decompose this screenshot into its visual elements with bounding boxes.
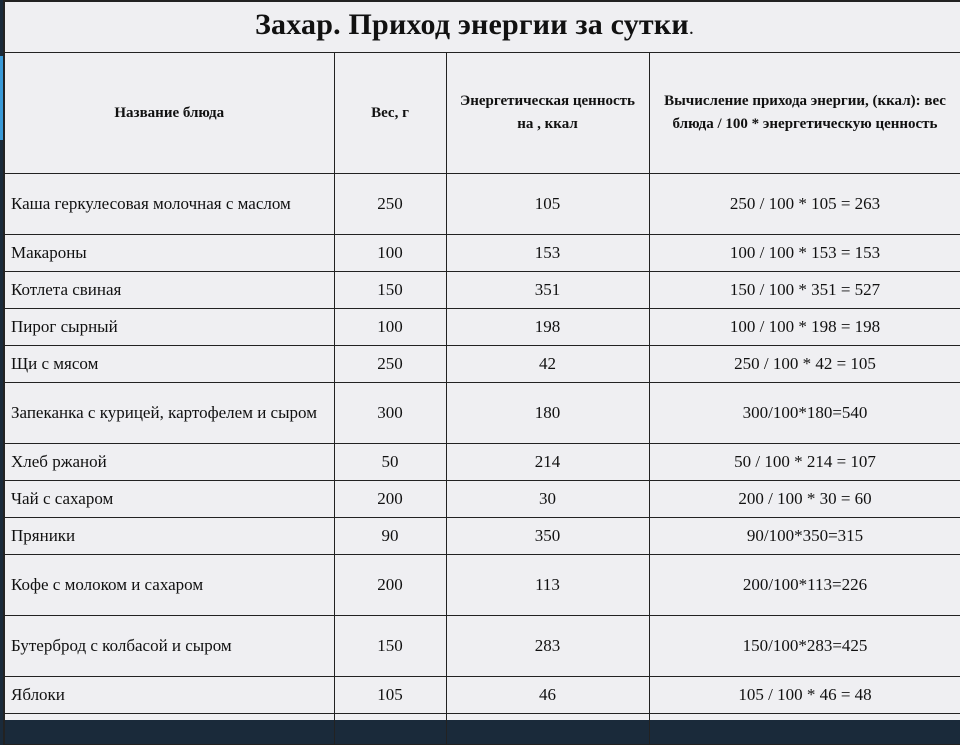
cell-name: Чай с сахаром [4, 481, 334, 518]
cell-name: Котлета свиная [4, 272, 334, 309]
cell-calc: 200/100*113=226 [649, 555, 960, 616]
cell-calc: 250 / 100 * 42 = 105 [649, 346, 960, 383]
cell-calc: 50 / 100 * 214 = 107 [649, 444, 960, 481]
cell-weight: 150 [334, 616, 446, 677]
cell-calc: 150/100*283=425 [649, 616, 960, 677]
cell-energy: 350 [446, 518, 649, 555]
table-row [4, 235, 960, 272]
cell-energy: 351 [446, 272, 649, 309]
table-row [4, 444, 960, 481]
cell-weight: 105 [334, 677, 446, 714]
cell-name: Хлеб ржаной [4, 444, 334, 481]
table-row [4, 272, 960, 309]
cell-energy: 105 [446, 174, 649, 235]
cell-weight: 150 [334, 272, 446, 309]
cell-name: Запеканка с курицей, картофелем и сыром [4, 383, 334, 444]
cell-energy: 214 [446, 444, 649, 481]
cell-energy: 198 [446, 309, 649, 346]
cell-weight: 250 [334, 174, 446, 235]
cell-weight: 50 [334, 444, 446, 481]
table-row [4, 174, 960, 235]
cell-calc: 105 / 100 * 46 = 48 [649, 677, 960, 714]
header-weight: Вес, г [334, 53, 446, 174]
energy-table [3, 0, 960, 745]
table-row [4, 346, 960, 383]
empty-row [4, 714, 960, 745]
cell-energy: 180 [446, 383, 649, 444]
table-row [4, 555, 960, 616]
cell-energy: 283 [446, 616, 649, 677]
cell-calc: 150 / 100 * 351 = 527 [649, 272, 960, 309]
cell-name: Яблоки [4, 677, 334, 714]
document-sheet [3, 0, 960, 720]
cell-calc: 200 / 100 * 30 = 60 [649, 481, 960, 518]
cell-name: Каша геркулесовая молочная с маслом [4, 174, 334, 235]
cell-calc: 100 / 100 * 198 = 198 [649, 309, 960, 346]
cell-name: Макароны [4, 235, 334, 272]
header-energy: Энергетическая ценность на , ккал [446, 53, 649, 174]
table-row [4, 383, 960, 444]
page-title: Захар. Приход энергии за сутки [255, 8, 689, 41]
cell-calc: 250 / 100 * 105 = 263 [649, 174, 960, 235]
cell-calc: 300/100*180=540 [649, 383, 960, 444]
header-calc: Вычисление прихода энергии, (ккал): вес блюда / 100 * энергетическую ценность [649, 53, 960, 174]
cell-name: Пирог сырный [4, 309, 334, 346]
cell-calc: 100 / 100 * 153 = 153 [649, 235, 960, 272]
cell-energy: 42 [446, 346, 649, 383]
table-row [4, 518, 960, 555]
cell-weight: 200 [334, 481, 446, 518]
cell-energy: 153 [446, 235, 649, 272]
cell-name: Кофе с молоком и сахаром [4, 555, 334, 616]
cell-name: Бутерброд с колбасой и сыром [4, 616, 334, 677]
cell-weight: 300 [334, 383, 446, 444]
table-row [4, 481, 960, 518]
cell-weight: 200 [334, 555, 446, 616]
cell-energy: 30 [446, 481, 649, 518]
table-row [4, 616, 960, 677]
cell-weight: 90 [334, 518, 446, 555]
header-name: Название блюда [4, 53, 334, 174]
cell-name: Щи с мясом [4, 346, 334, 383]
title-dot: . [688, 17, 695, 39]
table-row [4, 309, 960, 346]
cell-weight: 100 [334, 235, 446, 272]
cell-weight: 250 [334, 346, 446, 383]
cell-name: Пряники [4, 518, 334, 555]
cell-calc: 90/100*350=315 [649, 518, 960, 555]
cell-weight: 100 [334, 309, 446, 346]
cell-energy: 46 [446, 677, 649, 714]
table-row [4, 677, 960, 714]
cell-energy: 113 [446, 555, 649, 616]
header-row [4, 53, 960, 174]
table-title-cell [4, 1, 960, 53]
